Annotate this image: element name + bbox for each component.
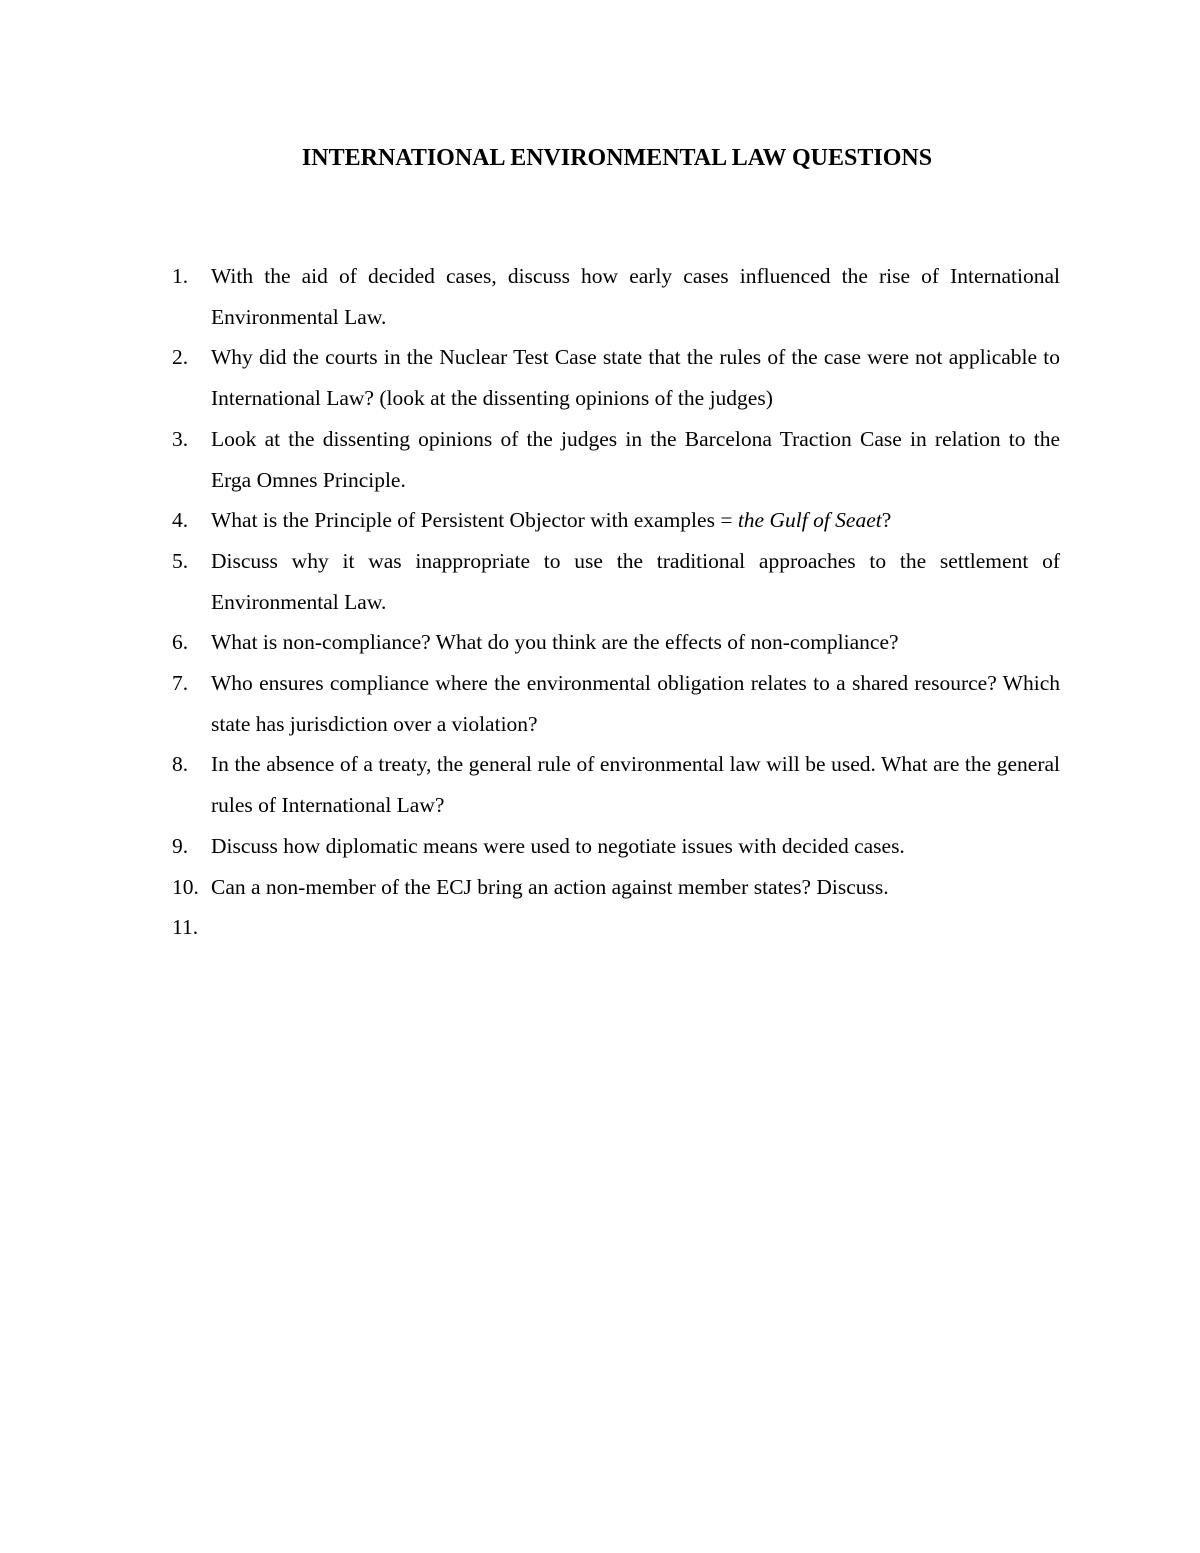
question-number: 7. [172,671,189,696]
question-text: In the absence of a treaty, the general rule of environmental law will be used. What are the general rules of International Law? [211,752,1060,818]
question-item-7 [172,663,1060,744]
question-number: 4. [172,508,189,533]
question-text [211,915,216,939]
question-item-10 [172,867,1060,908]
question-item-4 [172,500,1060,541]
question-number: 3. [172,426,189,451]
question-text-main: What is the Principle of Persistent Objector with examples = [211,508,738,533]
question-text: Discuss how diplomatic means were used to negotiate issues with decided cases. [211,833,905,858]
question-item-8 [172,744,1060,825]
question-text: What is non-compliance? What do you think are the effects of non-compliance? [211,630,899,655]
question-number: 9. [172,833,189,858]
question-text: Why did the courts in the Nuclear Test Case state that the rules of the case were not applicable to International Law? (look at the dissenting opinions of the judges) [211,345,1060,411]
question-number: 11. [172,915,199,940]
question-number: 2. [172,345,189,370]
question-text: Discuss why it was inappropriate to use the traditional approaches to the settlement of Environmental Law. [211,548,1060,614]
question-item-3 [172,419,1060,500]
question-item-2 [172,337,1060,418]
question-number: 10. [172,874,199,899]
question-item-9 [172,826,1060,867]
question-list [172,256,1060,948]
question-text: With the aid of decided cases, discuss how early cases influenced the rise of International Environmental Law. [211,264,1060,329]
question-number: 1. [172,264,189,288]
question-text-italic: the Gulf of Seaet [737,508,882,533]
question-text: Can a non-member of the ECJ bring an action against member states? Discuss. [211,874,889,899]
question-text: Who ensures compliance where the environmental obligation relates to a shared resource? Which state has jurisdiction over a violation? [211,671,1060,736]
question-text: Look at the dissenting opinions of the judges in the Barcelona Traction Case in relation to the Erga Omnes Principle. [211,426,1060,492]
question-number: 5. [172,548,189,573]
question-number: 6. [172,630,189,655]
question-item-11 [172,907,1060,948]
document-title: INTERNATIONAL ENVIRONMENTAL LAW QUESTIONS [301,145,933,171]
question-item-5 [172,541,1060,622]
question-item-1 [172,256,1060,337]
question-text [211,508,891,532]
question-number: 8. [172,752,189,777]
question-item-6 [172,622,1060,663]
question-text-end: ? [881,508,892,533]
